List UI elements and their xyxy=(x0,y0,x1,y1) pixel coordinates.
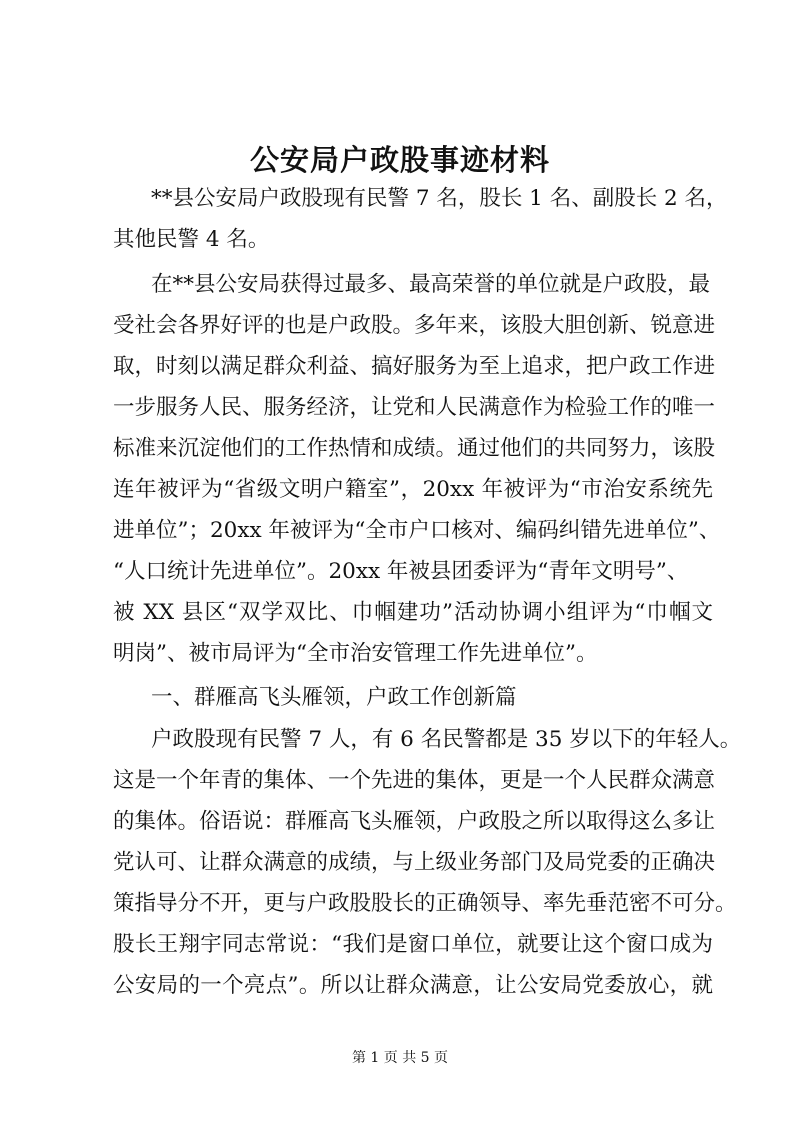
paragraph-line-13: 户政股现有民警 7 人，有 6 名民警都是 35 岁以下的年轻人。 xyxy=(151,727,742,752)
paragraph-line-12: 明岗”、被市局评为“全市治安管理工作先进单位”。 xyxy=(113,641,598,666)
paragraph-line-15: 的集体。俗语说：群雁高飞头雁领，户政股之所以取得这么多让 xyxy=(113,809,716,834)
paragraph-line-18: 股长王翔宇同志常说：“我们是窗口单位，就要让这个窗口成为 xyxy=(113,932,713,957)
paragraph-line-17: 策指导分不开，更与户政股股长的正确领导、率先垂范密不可分。 xyxy=(113,891,737,916)
paragraph-line-7: 标准来沉淀他们的工作热情和成绩。通过他们的共同努力，该股 xyxy=(113,436,716,461)
paragraph-line-19: 公安局的一个亮点”。所以让群众满意，让公安局党委放心，就 xyxy=(113,973,713,998)
page-indicator: 第 1 页 共 5 页 xyxy=(351,1050,449,1066)
paragraph-line-16: 党认可、让群众满意的成绩，与上级业务部门及局党委的正确决 xyxy=(113,850,716,875)
paragraph-line-1: **县公安局户政股现有民警 7 名，股长 1 名、副股长 2 名， xyxy=(151,186,728,211)
paragraph-line-5: 取，时刻以满足群众利益、搞好服务为至上追求，把户政工作进 xyxy=(113,354,716,379)
section-heading: 一、群雁高飞头雁领，户政工作创新篇 xyxy=(151,685,517,710)
document-title: 公安局户政股事迹材料 xyxy=(249,143,550,177)
paragraph-line-9: 进单位”；20xx 年被评为“全市户口核对、编码纠错先进单位”、 xyxy=(113,518,721,543)
paragraph-line-8: 连年被评为“省级文明户籍室”，20xx 年被评为“市治安系统先 xyxy=(113,477,713,502)
paragraph-line-2: 其他民警 4 名。 xyxy=(113,227,270,252)
paragraph-line-4: 受社会各界好评的也是户政股。多年来，该股大胆创新、锐意进 xyxy=(113,313,716,338)
paragraph-line-10: “人口统计先进单位”。20xx 年被县团委评为“青年文明号”、 xyxy=(113,559,689,584)
paragraph-line-3: 在**县公安局获得过最多、最高荣誉的单位就是户政股，最 xyxy=(151,272,711,297)
paragraph-line-6: 一步服务人民、服务经济，让党和人民满意作为检验工作的唯一 xyxy=(113,395,716,420)
paragraph-line-11: 被 XX 县区“双学双比、巾帼建功”活动协调小组评为“巾帼文 xyxy=(113,600,713,625)
paragraph-line-14: 这是一个年青的集体、一个先进的集体，更是一个人民群众满意 xyxy=(113,768,716,793)
